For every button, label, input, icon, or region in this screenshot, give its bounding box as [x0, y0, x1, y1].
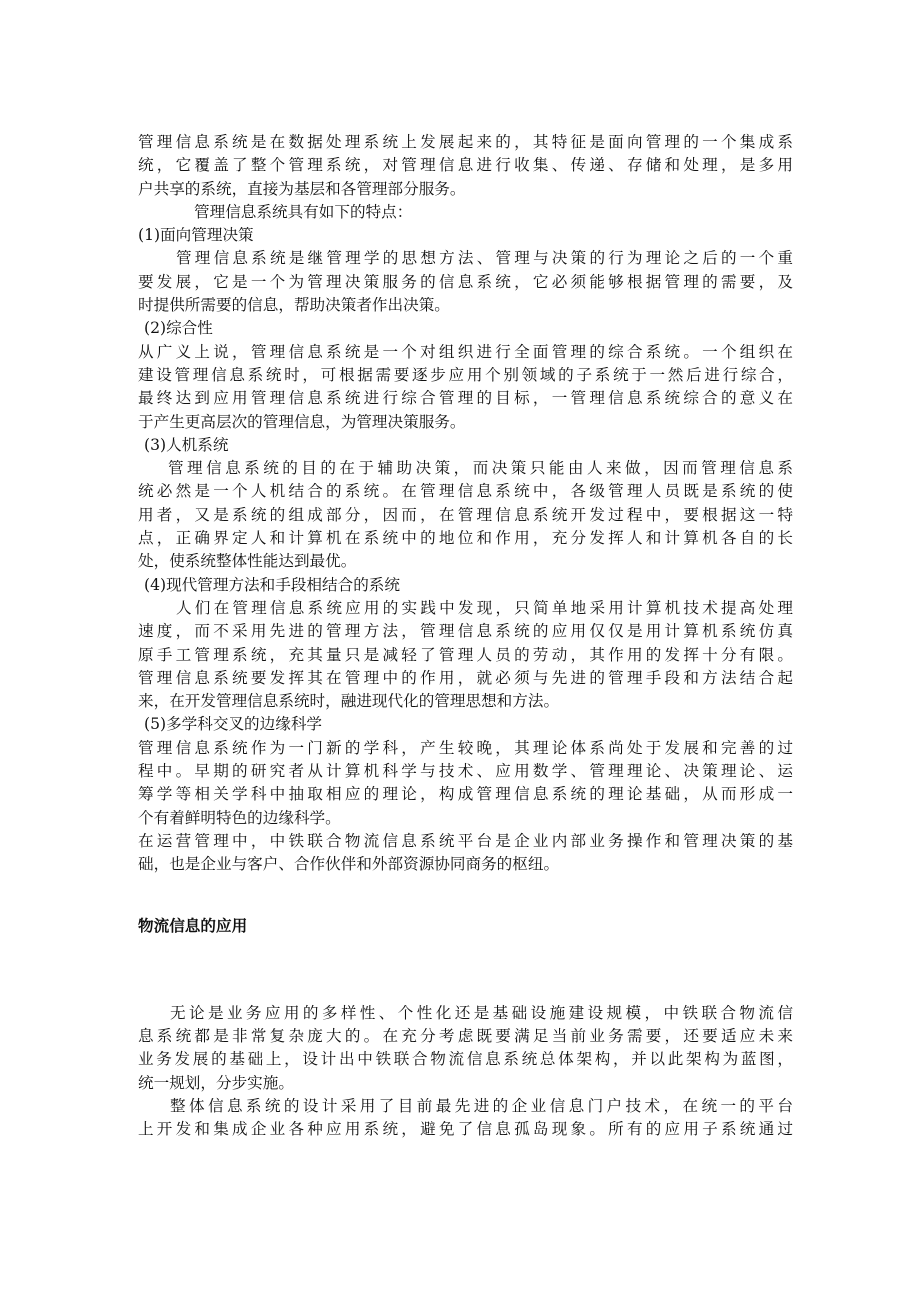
- feature5-body: [138, 737, 793, 830]
- text-line: 统，它覆盖了整个管理系统，对管理信息进行收集、传递、存储和处理，是多用: [138, 156, 793, 175]
- features-intro: 管理信息系统具有如下的特点：: [194, 202, 413, 221]
- feature1-body: [138, 247, 793, 317]
- text-line: 要发展，它是一个为管理决策服务的信息系统，它必须能够根据管理的需要，及: [138, 272, 793, 291]
- text-line: 息系统都是非常复杂庞大的。在充分考虑既要满足当前业务需要，还要适应未来: [138, 1027, 793, 1046]
- text-line: 最终达到应用管理信息系统进行综合管理的目标，一管理信息系统综合的意义在: [138, 389, 793, 408]
- feature4-body: [138, 597, 793, 713]
- text-line: 原手工管理系统，充其量只是减轻了管理人员的劳动，其作用的发挥十分有限。: [138, 645, 793, 664]
- text-line: 来，在开发管理信息系统时，融进现代化的管理思想和方法。: [138, 692, 560, 711]
- text-line: 时提供所需要的信息，帮助决策者作出决策。: [138, 296, 450, 315]
- section-paragraph-1: [138, 1002, 793, 1095]
- section-heading: 物流信息的应用: [138, 916, 248, 935]
- text-line: 整体信息系统的设计采用了目前最先进的企业信息门户技术，在统一的平台: [170, 1096, 793, 1115]
- text-line: 户共享的系统，直接为基层和各管理部分服务。: [138, 179, 466, 198]
- text-line: 统一规划，分步实施。: [138, 1073, 294, 1092]
- text-line: 程中。早期的研究者从计算机科学与技术、应用数学、管理理论、决策理论、运: [138, 762, 793, 781]
- intro-paragraph: [138, 131, 793, 201]
- text-line: 管理信息系统作为一门新的学科，产生较晚，其理论体系尚处于发展和完善的过: [138, 738, 793, 757]
- feature2-title: (2)综合性: [144, 319, 213, 338]
- text-line: 点，正确界定人和计算机在系统中的地位和作用，充分发挥人和计算机各自的长: [138, 529, 793, 548]
- feature3-title: (3)人机系统: [144, 435, 229, 454]
- text-line: 上开发和集成企业各种应用系统，避免了信息孤岛现象。所有的应用子系统通过: [138, 1120, 793, 1139]
- text-line: 从广义上说，管理信息系统是一个对组织进行全面管理的综合系统。一个组织在: [138, 342, 793, 361]
- text-line: 处，使系统整体性能达到最优。: [138, 552, 357, 571]
- feature4-title: (4)现代管理方法和手段相结合的系统: [144, 575, 400, 594]
- document-page: [138, 131, 793, 1142]
- text-line: 个有着鲜明特色的边缘科学。: [138, 808, 341, 827]
- text-line: 人们在管理信息系统应用的实践中发现，只简单地采用计算机技术提高处理: [176, 598, 793, 617]
- text-line: 速度，而不采用先进的管理方法，管理信息系统的应用仅仅是用计算机系统仿真: [138, 622, 793, 641]
- text-line: 管理信息系统是继管理学的思想方法、管理与决策的行为理论之后的一个重: [176, 249, 793, 268]
- text-line: 无论是业务应用的多样性、个性化还是基础设施建设规模，中铁联合物流信: [170, 1003, 793, 1022]
- operations-paragraph: [138, 830, 793, 877]
- text-line: 统必然是一个人机结合的系统。在管理信息系统中，各级管理人员既是系统的使: [138, 482, 793, 501]
- text-line: 筹学等相关学科中抽取相应的理论，构成管理信息系统的理论基础，从而形成一: [138, 785, 793, 804]
- text-line: 础，也是企业与客户、合作伙伴和外部资源协同商务的枢纽。: [138, 855, 560, 874]
- feature3-body: [138, 457, 793, 573]
- feature1-title: (1)面向管理决策: [138, 226, 254, 245]
- section-paragraph-2: [138, 1095, 793, 1142]
- text-line: 在运营管理中，中铁联合物流信息系统平台是企业内部业务操作和管理决策的基: [138, 831, 793, 850]
- text-line: 管理信息系统要发挥其在管理中的作用，就必须与先进的管理手段和方法结合起: [138, 668, 793, 687]
- feature2-body: [138, 341, 793, 434]
- feature5-title: (5)多学科交叉的边缘科学: [144, 715, 323, 734]
- text-line: 管理信息系统的目的在于辅助决策，而决策只能由人来做，因而管理信息系: [168, 459, 793, 478]
- text-line: 业务发展的基础上，设计出中铁联合物流信息系统总体架构，并以此架构为蓝图，: [138, 1050, 793, 1069]
- text-line: 建设管理信息系统时，可根据需要逐步应用个别领域的子系统于一然后进行综合，: [138, 365, 793, 384]
- text-line: 于产生更高层次的管理信息，为管理决策服务。: [138, 412, 466, 431]
- text-line: 管理信息系统是在数据处理系统上发展起来的，其特征是面向管理的一个集成系: [138, 133, 793, 151]
- text-line: 用者，又是系统的组成部分，因而，在管理信息系统开发过程中，要根据这一特: [138, 505, 793, 524]
